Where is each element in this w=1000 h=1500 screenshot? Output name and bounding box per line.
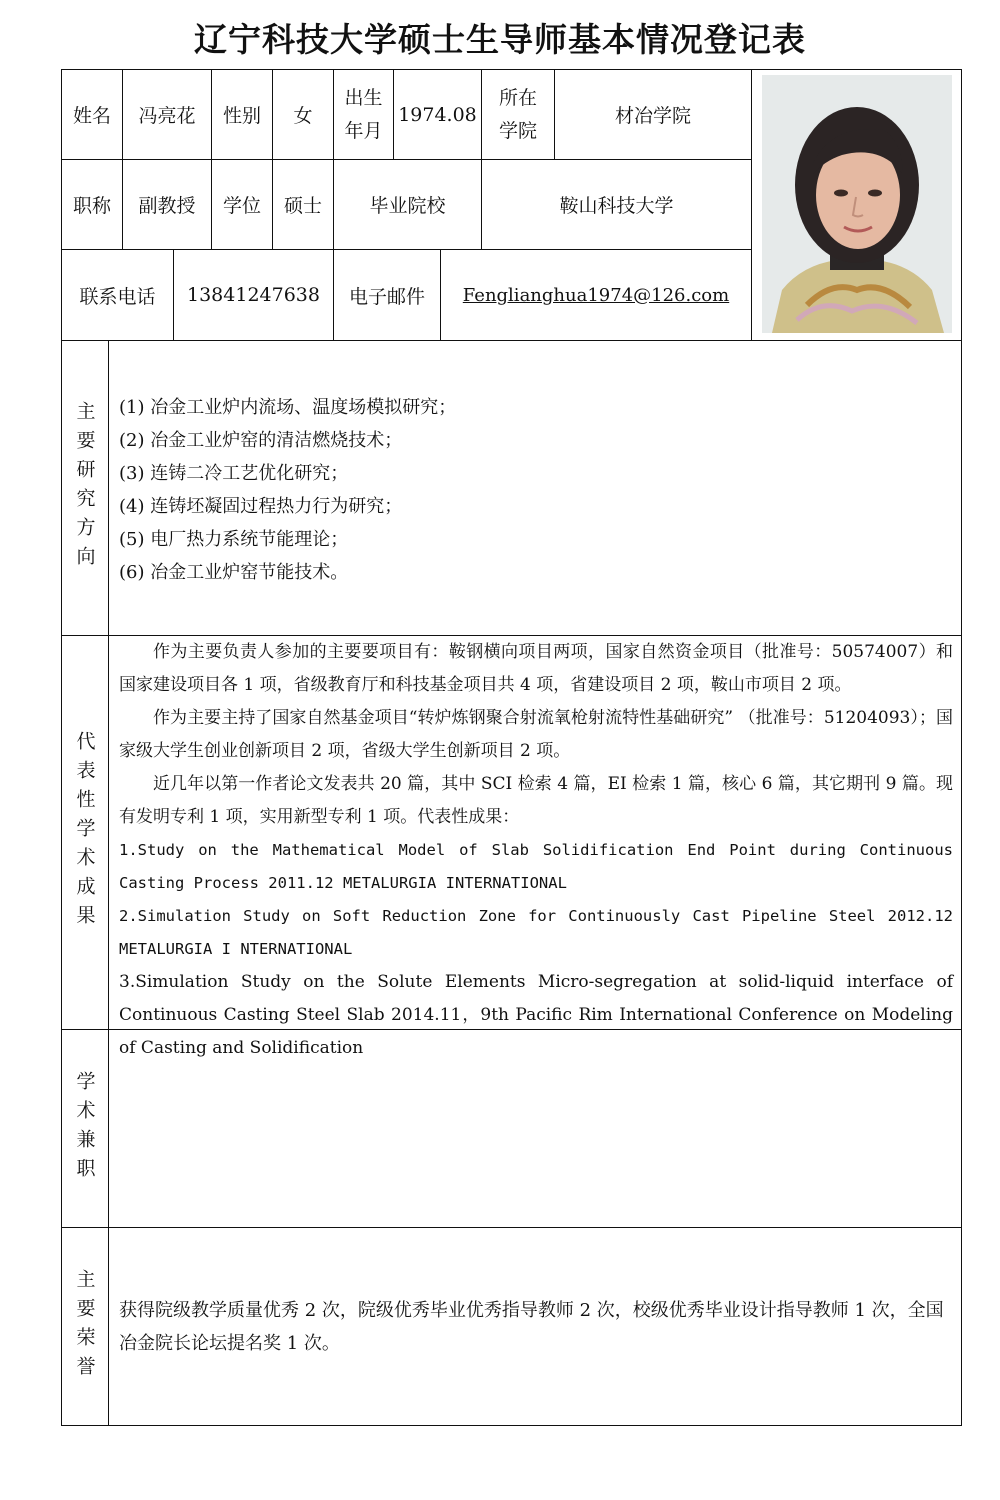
title-value: 副教授 [122, 159, 212, 250]
page-title: 辽宁科技大学硕士生导师基本情况登记表 [194, 20, 806, 59]
research-label: 主要研究方向 [73, 401, 96, 575]
degree-value: 硕士 [272, 159, 334, 250]
birth-value: 1974.08 [393, 69, 482, 160]
college-label [481, 69, 555, 160]
academic-posts-label: 学术兼职 [73, 1070, 96, 1187]
college-value: 材冶学院 [554, 69, 752, 160]
email-cell [440, 249, 752, 341]
publication-item: 2.Simulation Study on Soft Reduction Zone for Continuously Cast Pipeline Steel 2012.12 METALURGIA I NTERNATIONAL [119, 907, 953, 958]
title-label: 职称 [61, 159, 123, 250]
portrait-photo-icon [762, 75, 952, 333]
school-label: 毕业院校 [333, 159, 482, 250]
birth-label-line1: 出生 [344, 86, 383, 109]
publication-item: 1.Study on the Mathematical Model of Slab Solidification End Point during Continuous Casting Process 2011.12 METALURGIA INTERNATIONAL [119, 841, 953, 892]
college-label-line1: 所在 [498, 86, 537, 109]
name-label: 姓名 [61, 69, 123, 160]
academic-posts-content [108, 1029, 962, 1228]
research-item: (6) 冶金工业炉窑节能技术。 [119, 562, 349, 583]
gender-value: 女 [272, 69, 334, 160]
phone-label: 联系电话 [61, 249, 174, 341]
research-item: (1) 冶金工业炉内流场、温度场模拟研究； [119, 397, 457, 418]
research-item: (5) 电厂热力系统节能理论； [119, 529, 349, 550]
birth-label [333, 69, 394, 160]
honors-label: 主要荣誉 [73, 1268, 96, 1385]
achievement-paragraph: 作为主要主持了国家自然基金项目“转炉炼钢聚合射流氧枪射流特性基础研究” （批准号：51204093）；国家级大学生创业创新项目 2 项，省级大学生创新项目 2 项。 [119, 708, 953, 761]
name-value: 冯亮花 [122, 69, 212, 160]
email-link[interactable]: Fenglianghua1974@126.com [462, 284, 730, 306]
research-item: (3) 连铸二冷工艺优化研究； [119, 463, 349, 484]
research-item: (2) 冶金工业炉窑的清洁燃烧技术； [119, 430, 403, 451]
achievements-content [108, 635, 962, 1058]
phone-value: 13841247638 [173, 249, 334, 341]
academic-posts-label-cell [61, 1029, 109, 1228]
research-label-cell [61, 340, 109, 636]
gender-label: 性别 [211, 69, 273, 160]
school-value: 鞍山科技大学 [481, 159, 752, 250]
research-content [108, 340, 962, 636]
research-item: (4) 连铸坯凝固过程热力行为研究； [119, 496, 403, 517]
achievements-label: 代表性学术成果 [73, 731, 96, 934]
portrait-photo [762, 75, 952, 333]
publication-item: 3.Simulation Study on the Solute Elements Micro-segregation at solid-liquid interface of Continuous Casting Steel Slab 2014.11，9th Pacific Rim International Conference on Modeling of Casting and Solidification [119, 972, 953, 1058]
college-label-line2: 学院 [498, 119, 537, 142]
honors-content: 获得院级教学质量优秀 2 次，院级优秀毕业优秀指导教师 2 次，校级优秀毕业设计指导教师 1 次，全国冶金院长论坛提名奖 1 次。 [108, 1227, 962, 1426]
honors-label-cell [61, 1227, 109, 1426]
achievement-paragraph: 近几年以第一作者论文发表共 20 篇，其中 SCI 检索 4 篇，EI 检索 1 篇，核心 6 篇，其它期刊 9 篇。现有发明专利 1 项，实用新型专利 1 项。代表性成果： [119, 774, 953, 827]
degree-label: 学位 [211, 159, 273, 250]
email-label: 电子邮件 [333, 249, 441, 341]
achievements-label-cell [61, 635, 109, 1030]
achievement-paragraph: 作为主要负责人参加的主要要项目有：鞍钢横向项目两项，国家自然资金项目（批准号：50574007）和国家建设项目各 1 项，省级教育厅和科技基金项目共 4 项，省建设项目 2 项，鞍山市项目 2 项。 [119, 642, 953, 695]
birth-label-line2: 年月 [344, 119, 383, 142]
